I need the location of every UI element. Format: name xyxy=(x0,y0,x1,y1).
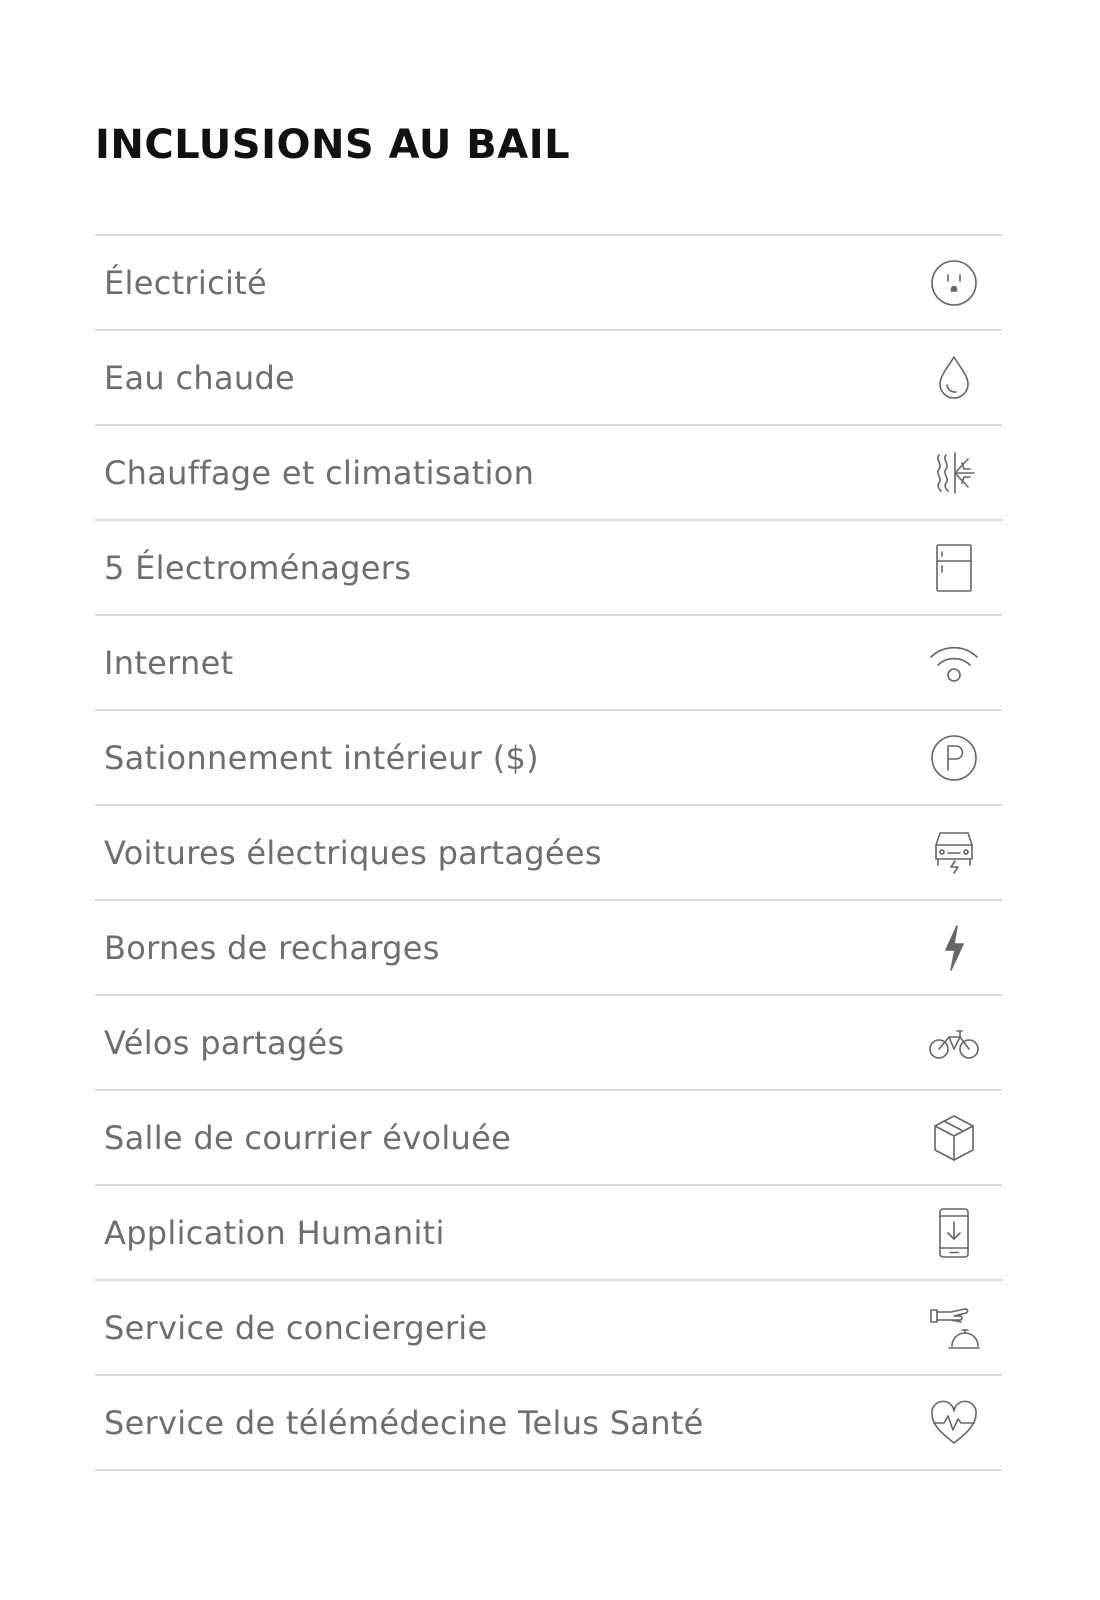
water-drop-icon xyxy=(926,350,982,406)
list-item xyxy=(95,1281,1002,1376)
item-label: Voitures électriques partagées xyxy=(104,833,602,872)
item-label: Bornes de recharges xyxy=(104,928,440,967)
list-item xyxy=(95,711,1002,806)
list-item xyxy=(95,1186,1002,1281)
item-label: 5 Électroménagers xyxy=(104,548,412,587)
list-item xyxy=(95,236,1002,331)
outlet-icon xyxy=(926,255,982,311)
item-label: Chauffage et climatisation xyxy=(104,453,535,492)
item-label: Eau chaude xyxy=(104,358,296,397)
lightning-icon xyxy=(926,920,982,976)
electric-car-icon xyxy=(926,825,982,881)
item-label: Internet xyxy=(104,643,234,682)
item-label: Service de conciergerie xyxy=(104,1308,488,1347)
list-item xyxy=(95,806,1002,901)
item-label: Vélos partagés xyxy=(104,1023,345,1062)
item-label: Sationnement intérieur ($) xyxy=(104,738,539,777)
list-item xyxy=(95,426,1002,521)
inclusions-list xyxy=(95,234,1002,1471)
item-label: Service de télémédecine Telus Santé xyxy=(104,1403,704,1442)
concierge-bell-icon xyxy=(926,1300,982,1356)
list-item xyxy=(95,1091,1002,1186)
wifi-icon xyxy=(926,635,982,691)
bicycle-icon xyxy=(926,1015,982,1071)
fridge-icon xyxy=(926,540,982,596)
heat-cold-icon xyxy=(926,445,982,501)
list-item xyxy=(95,996,1002,1091)
list-item xyxy=(95,616,1002,711)
item-label: Salle de courrier évoluée xyxy=(104,1118,512,1157)
list-item xyxy=(95,521,1002,616)
phone-download-icon xyxy=(926,1205,982,1261)
parking-icon xyxy=(926,730,982,786)
item-label: Application Humaniti xyxy=(104,1213,445,1252)
list-item xyxy=(95,901,1002,996)
list-item xyxy=(95,331,1002,426)
list-item xyxy=(95,1376,1002,1471)
heart-pulse-icon xyxy=(926,1395,982,1451)
page-title: INCLUSIONS AU BAIL xyxy=(95,122,571,168)
item-label: Électricité xyxy=(104,263,268,302)
package-icon xyxy=(926,1110,982,1166)
